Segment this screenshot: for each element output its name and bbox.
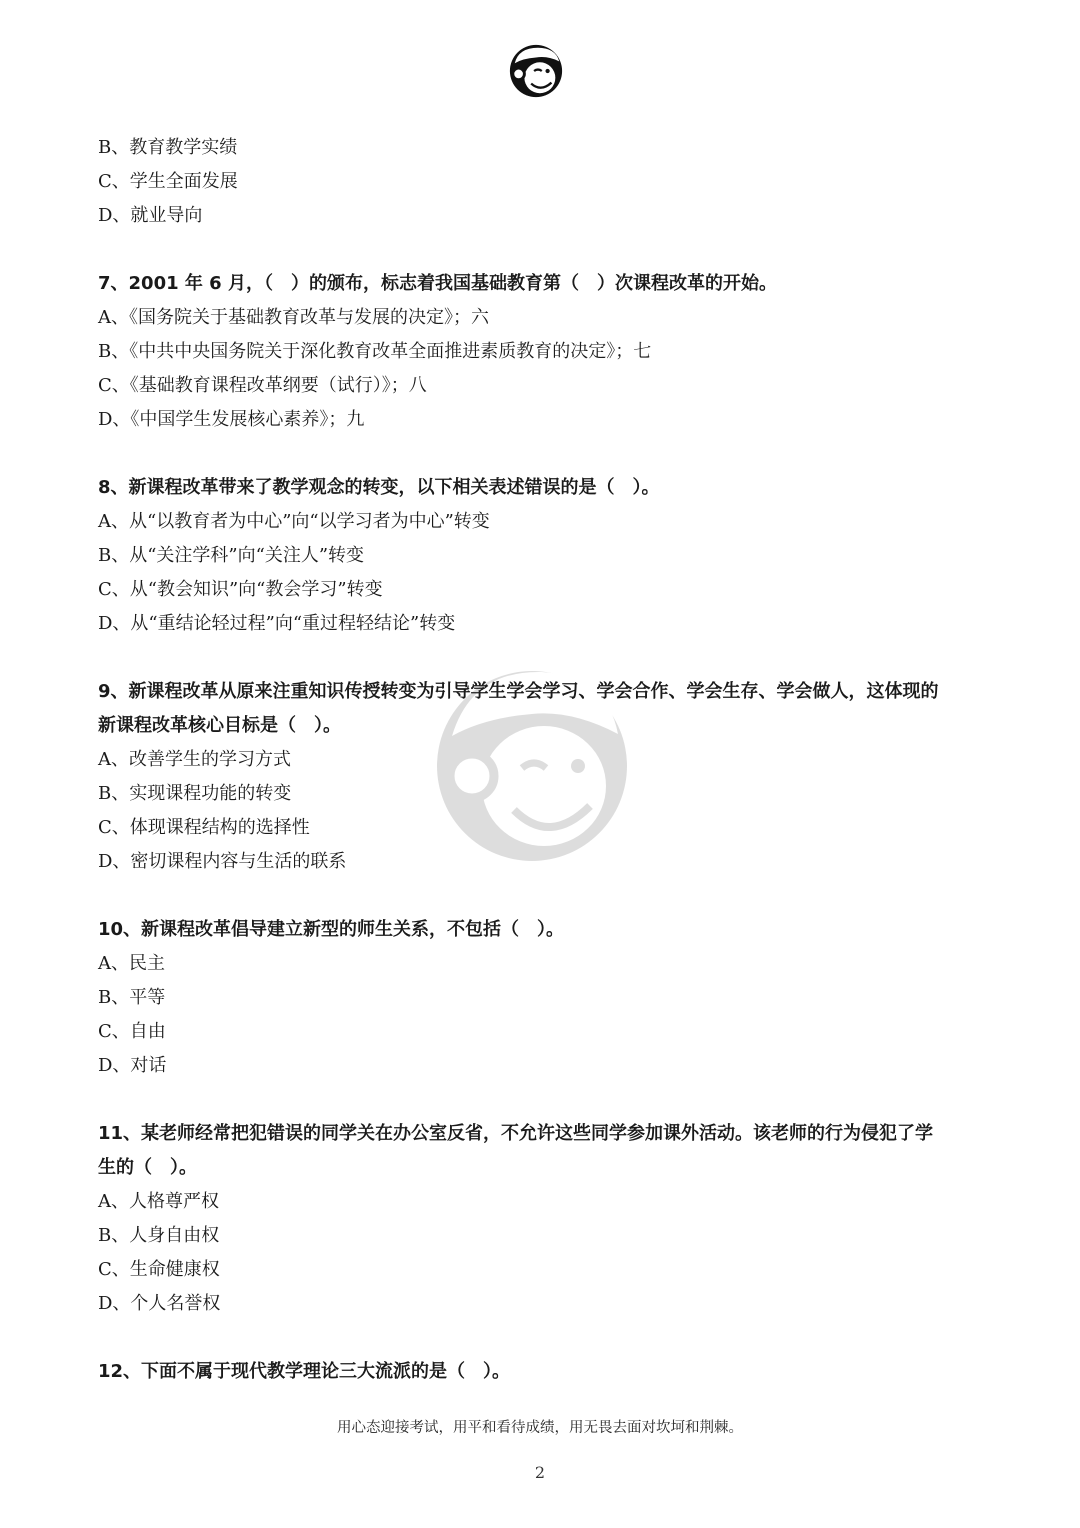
- option-line: A、改善学生的学习方式: [98, 749, 291, 770]
- option-line: A、人格尊严权: [98, 1191, 219, 1212]
- page-number: 2: [534, 1463, 546, 1482]
- option-line: B、人身自由权: [98, 1225, 220, 1246]
- question-stem: 12、下面不属于现代教学理论三大流派的是（ ）。: [98, 1361, 511, 1382]
- option-line: D、密切课程内容与生活的联系: [98, 851, 347, 872]
- option-line: D、对话: [98, 1055, 167, 1076]
- option-line: D、《中国学生发展核心素养》；九: [98, 409, 365, 430]
- option-line: B、教育教学实绩: [98, 137, 238, 158]
- footer-motto: 用心态迎接考试，用平和看待成绩，用无畏去面对坎坷和荆棘。: [337, 1420, 743, 1436]
- option-line: D、就业导向: [98, 205, 203, 226]
- option-line: B、实现课程功能的转变: [98, 783, 292, 804]
- question-stem: 10、新课程改革倡导建立新型的师生关系，不包括（ ）。: [98, 919, 565, 940]
- option-line: C、《基础教育课程改革纲要（试行）》；八: [98, 375, 427, 396]
- question-stem: 11、某老师经常把犯错误的同学关在办公室反省，不允许这些同学参加课外活动。该老师的行为侵犯了学: [98, 1123, 934, 1144]
- option-line: B、《中共中央国务院关于深化教育改革全面推进素质教育的决定》；七: [98, 341, 652, 362]
- monkey-logo-icon: [507, 42, 565, 100]
- option-line: C、自由: [98, 1021, 166, 1042]
- option-line: C、从“教会知识”向“教会学习”转变: [98, 579, 383, 600]
- option-line: C、学生全面发展: [98, 171, 238, 192]
- option-line: D、个人名誉权: [98, 1293, 221, 1314]
- question-stem: 9、新课程改革从原来注重知识传授转变为引导学生学会学习、学会合作、学会生存、学会做人，这体现的: [98, 681, 939, 702]
- option-line: B、平等: [98, 987, 166, 1008]
- question-list: [98, 131, 998, 1389]
- option-line: B、从“关注学科”向“关注人”转变: [98, 545, 365, 566]
- option-line: A、民主: [98, 953, 165, 974]
- option-line: A、从“以教育者为中心”向“以学习者为中心”转变: [98, 511, 490, 532]
- option-line: C、体现课程结构的选择性: [98, 817, 310, 838]
- question-stem-continued: 新课程改革核心目标是（ ）。: [98, 715, 341, 736]
- option-line: C、生命健康权: [98, 1259, 220, 1280]
- question-stem: 7、2001 年 6 月，（ ）的颁布，标志着我国基础教育第（ ）次课程改革的开始。: [98, 273, 777, 294]
- option-line: D、从“重结论轻过程”向“重过程轻结论”转变: [98, 613, 456, 634]
- question-stem-continued: 生的（ ）。: [98, 1157, 197, 1178]
- option-line: A、《国务院关于基础教育改革与发展的决定》；六: [98, 307, 489, 328]
- question-stem: 8、新课程改革带来了教学观念的转变，以下相关表述错误的是（ ）。: [98, 477, 660, 498]
